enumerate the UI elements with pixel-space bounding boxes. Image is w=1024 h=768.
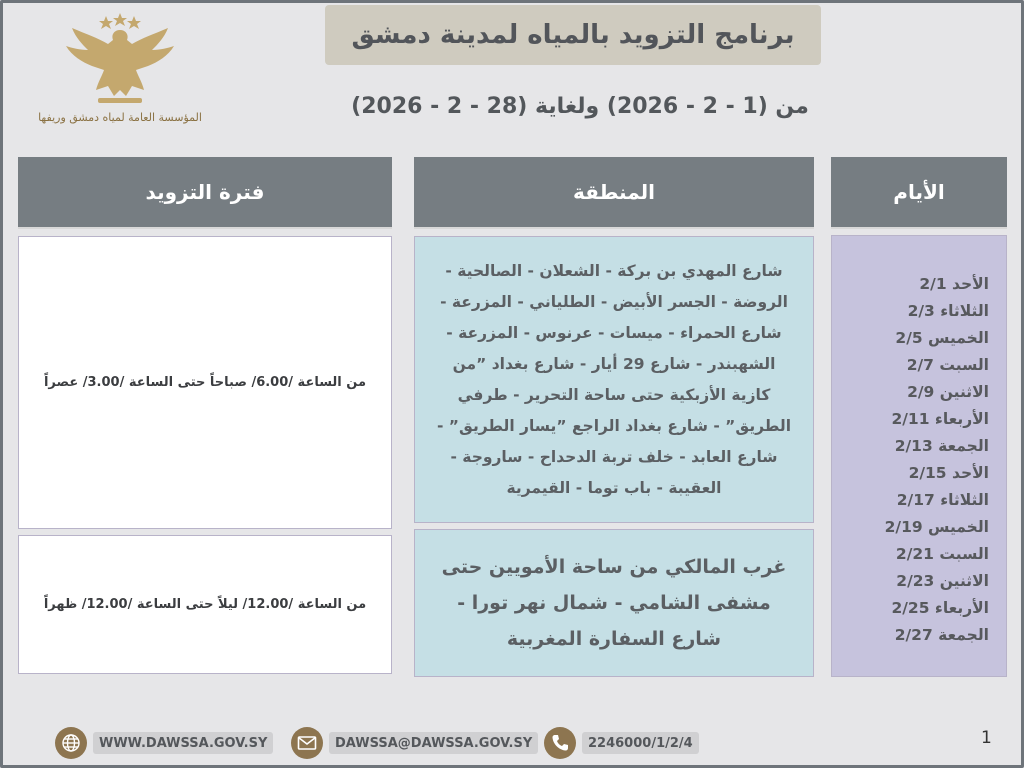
day-item: الجمعة 2/27 xyxy=(894,626,989,644)
header-period: فترة التزويد xyxy=(18,157,392,229)
area-cell-1: شارع المهدي بن بركة - الشعلان - الصالحية - الروضة - الجسر الأبيض - الطلياني - المزرعة - شارع الحمراء - ميسات - عرنوس - المزرعة - الشهبندر - شارع 29 أيار - شارع بغداد ”من كازية الأزبكية حتى ساحة التحرير - طرفي الطريق” - شارع بغداد الراجع ”يسار الطريق” - شارع العابد - خلف تربة الدحداح - ساروجة - العقيبة - باب توما - القيمرية xyxy=(414,236,814,523)
date-range: من (1 - 2 - 2026) ولغاية (28 - 2 - 2026) xyxy=(351,94,809,119)
footer-phone[interactable] xyxy=(544,726,699,760)
day-item: الاثنين 2/9 xyxy=(907,383,989,401)
day-item: الخميس 2/5 xyxy=(895,329,989,347)
day-item: الأحد 2/15 xyxy=(908,464,989,482)
day-item: الأربعاء 2/25 xyxy=(891,599,989,617)
header-days: الأيام xyxy=(831,157,1007,229)
page-title: برنامج التزويد بالمياه لمدينة دمشق xyxy=(351,20,795,50)
page-number: 1 xyxy=(981,728,992,748)
organization-logo xyxy=(20,10,220,132)
eagle-emblem-icon xyxy=(58,12,182,108)
day-item: الخميس 2/19 xyxy=(884,518,989,536)
day-item: الجمعة 2/13 xyxy=(894,437,989,455)
phone-icon xyxy=(544,727,576,759)
mail-icon xyxy=(291,727,323,759)
period-cell-1: من الساعة /6.00/ صباحاً حتى الساعة /3.00/ عصراً xyxy=(18,236,392,529)
day-item: الثلاثاء 2/3 xyxy=(907,302,989,320)
day-item: الثلاثاء 2/17 xyxy=(896,491,989,509)
globe-icon xyxy=(55,727,87,759)
day-item: الاثنين 2/23 xyxy=(896,572,989,590)
organization-name: المؤسسة العامة لمياه دمشق وريفها xyxy=(38,111,202,124)
day-item: الأحد 2/1 xyxy=(919,275,989,293)
footer-email[interactable] xyxy=(291,726,538,760)
header-area: المنطقة xyxy=(414,157,814,229)
day-item: الأربعاء 2/11 xyxy=(891,410,989,428)
day-item: السبت 2/21 xyxy=(895,545,989,563)
phone-number[interactable]: 2246000/1/2/4 xyxy=(582,732,699,754)
days-cell xyxy=(831,235,1007,677)
footer-website[interactable] xyxy=(55,726,273,760)
day-item: السبت 2/7 xyxy=(906,356,989,374)
days-list xyxy=(885,271,989,649)
period-cell-2: من الساعة /12.00/ ليلاً حتى الساعة /12.00/ ظهراً xyxy=(18,535,392,674)
title-banner xyxy=(325,5,821,65)
email-link[interactable]: DAWSSA@DAWSSA.GOV.SY xyxy=(329,732,538,754)
website-link[interactable]: WWW.DAWSSA.GOV.SY xyxy=(93,732,273,754)
area-cell-2: غرب المالكي من ساحة الأمويين حتى مشفى الشامي - شمال نهر تورا - شارع السفارة المغربية xyxy=(414,529,814,677)
